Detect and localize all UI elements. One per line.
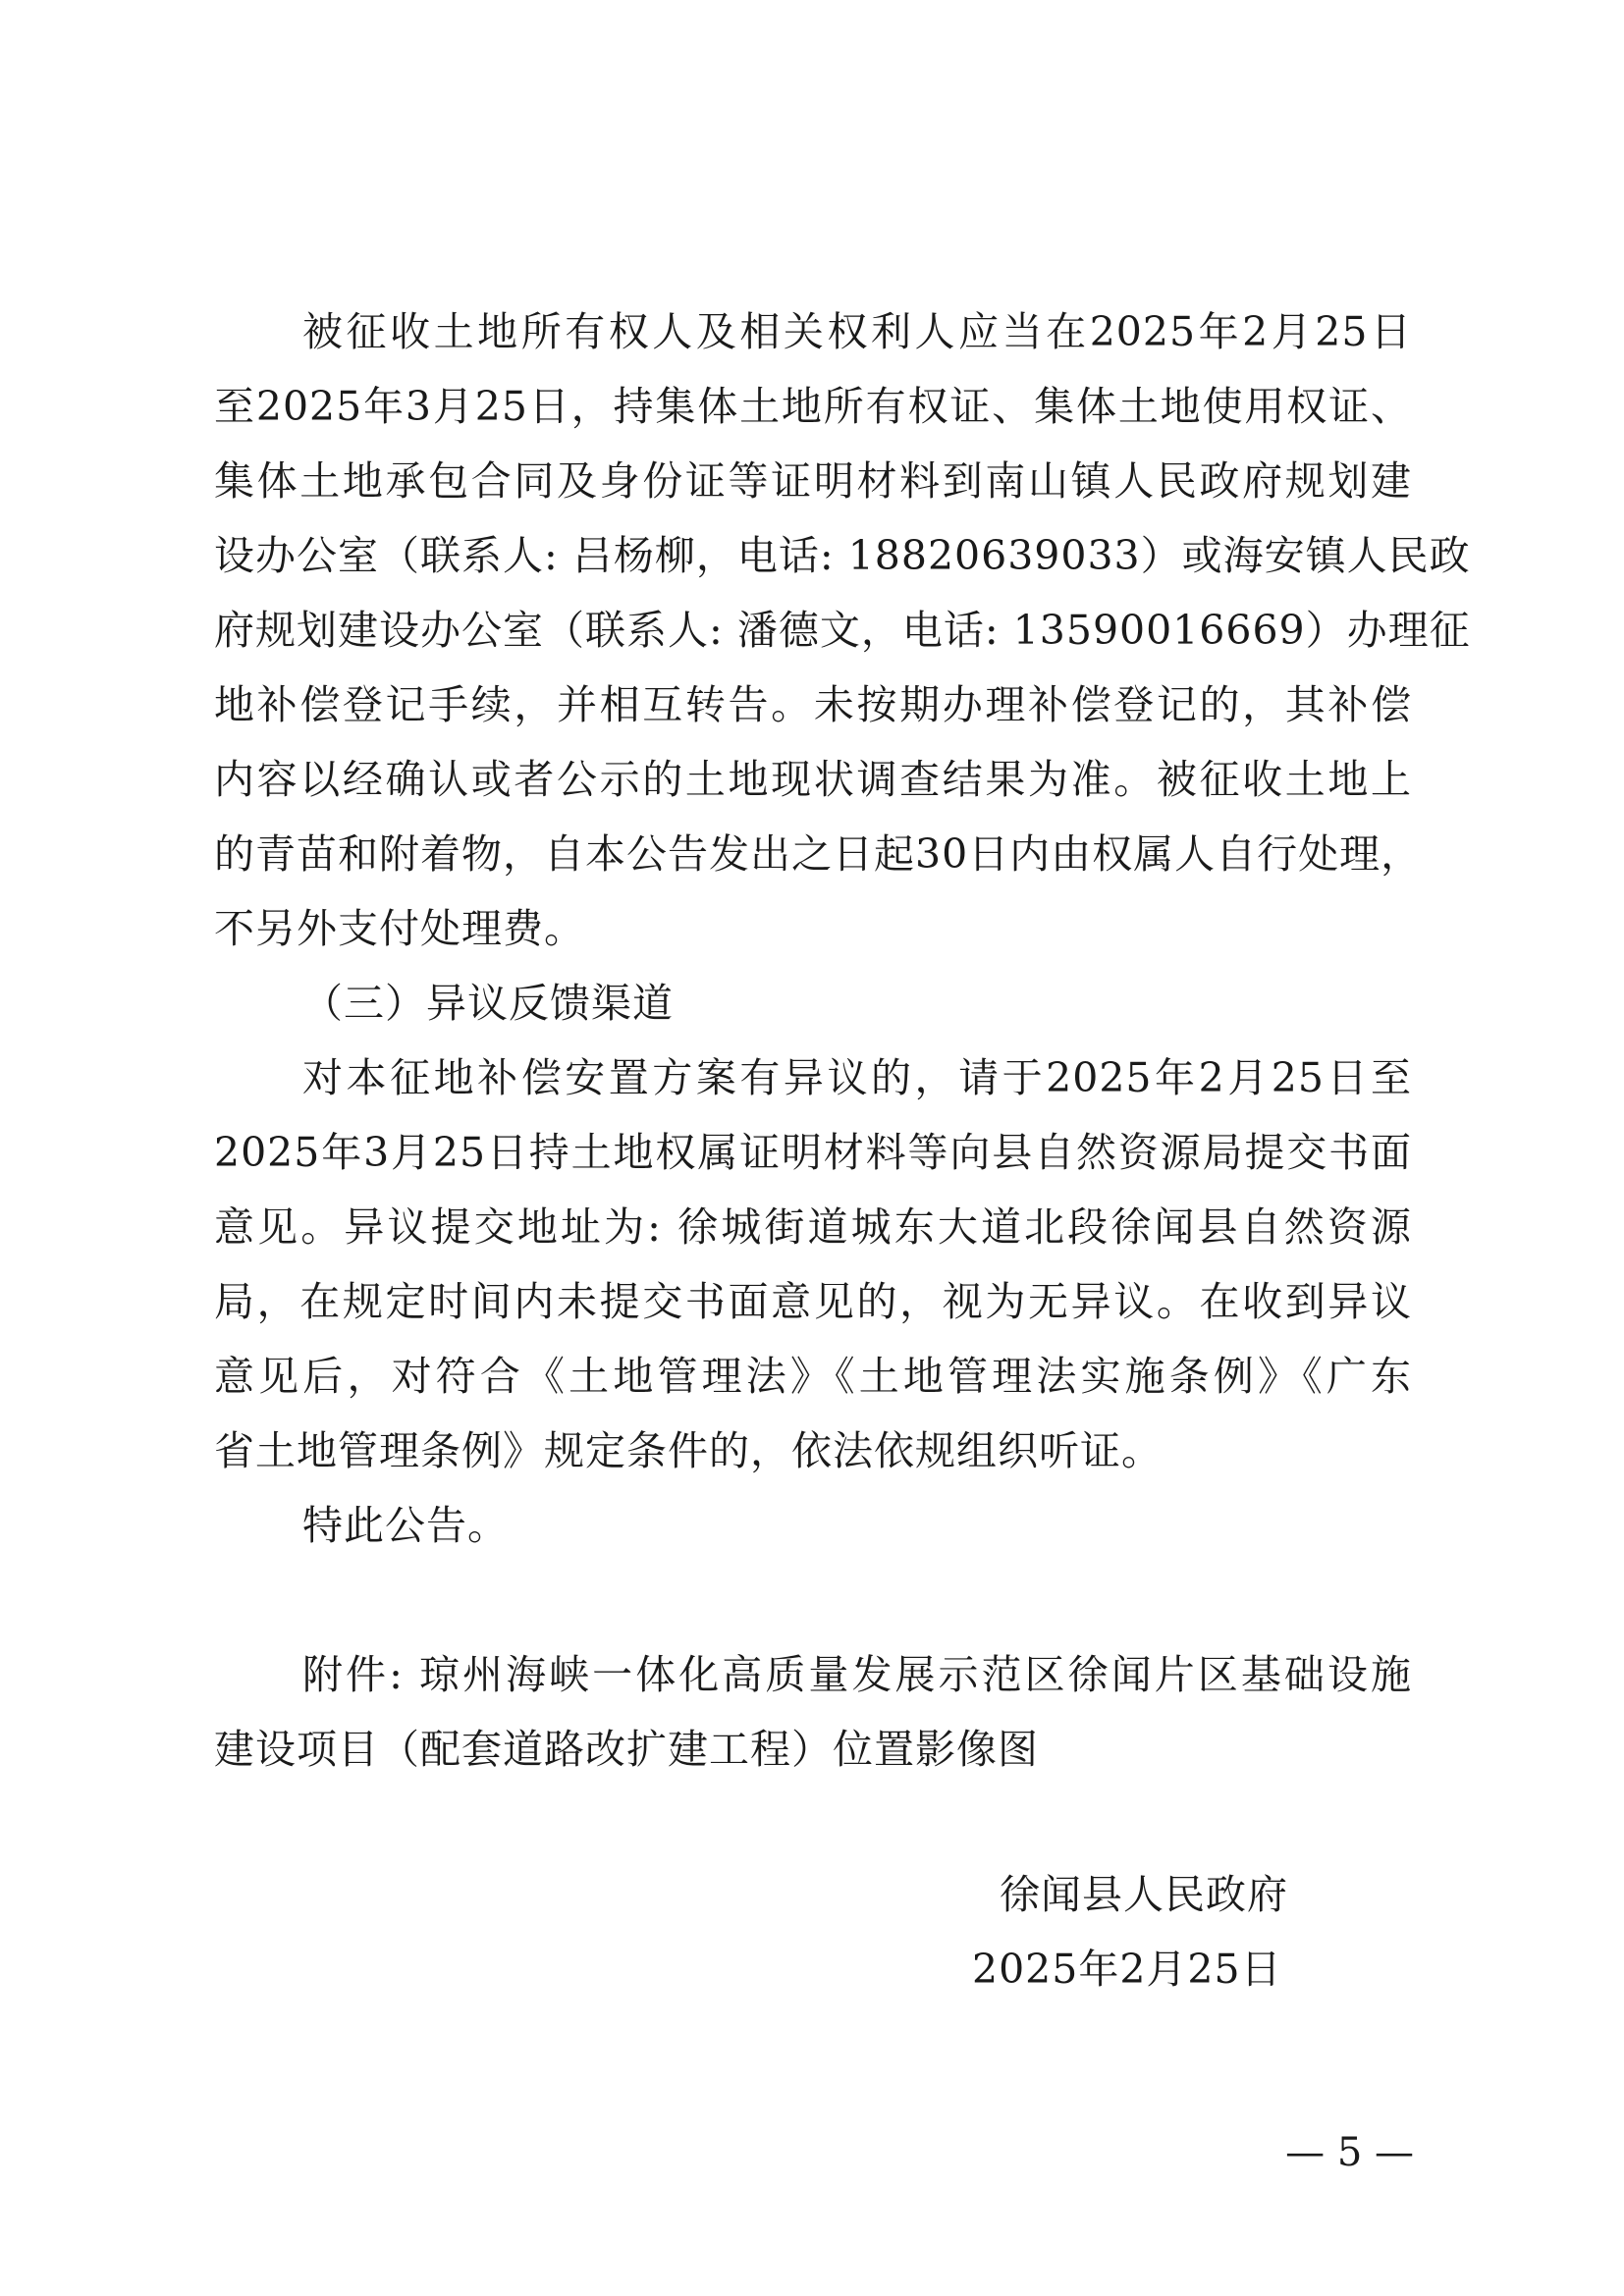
paragraph-1-line-5: 府规划建设办公室（联系人: 潘德文，电话: 13590016669）办理征 [214, 607, 1471, 654]
paragraph-1-line-7: 内容以经确认或者公示的土地现状调查结果为准。被征收土地上 [214, 756, 1412, 803]
paragraph-2-line-3: 意见。异议提交地址为: 徐城街道城东大道北段徐闻县自然资源 [214, 1203, 1412, 1251]
paragraph-1-line-8: 的青苗和附着物，自本公告发出之日起30日内由权属人自行处理， [214, 830, 1423, 878]
issuer-name: 徐闻县人民政府 [1000, 1871, 1288, 1918]
paragraph-1-line-4: 设办公室（联系人: 吕杨柳，电话: 18820639033）或海安镇人民政 [214, 532, 1471, 579]
paragraph-2-line-5: 意见后，对符合《土地管理法》《土地管理法实施条例》《广东 [214, 1353, 1412, 1400]
paragraph-2-line-6: 省土地管理条例》规定条件的，依法依规组织听证。 [214, 1427, 1163, 1474]
attachment-line-2: 建设项目（配套道路改扩建工程）位置影像图 [214, 1726, 1039, 1773]
closing-statement: 特此公告。 [302, 1502, 509, 1549]
paragraph-2-line-1: 对本征地补偿安置方案有异议的，请于2025年2月25日至 [302, 1054, 1412, 1101]
paragraph-1-line-6: 地补偿登记手续，并相互转告。未按期办理补偿登记的，其补偿 [214, 681, 1412, 728]
page-number: — 5 — [1285, 2130, 1414, 2175]
paragraph-1-line-9: 不另外支付处理费。 [214, 905, 585, 952]
paragraph-2-line-2: 2025年3月25日持土地权属证明材料等向县自然资源局提交书面 [214, 1129, 1412, 1176]
attachment-line-1: 附件: 琼州海峡一体化高质量发展示范区徐闻片区基础设施 [302, 1651, 1412, 1698]
issue-date: 2025年2月25日 [972, 1946, 1282, 1993]
paragraph-2-line-4: 局，在规定时间内未提交书面意见的，视为无异议。在收到异议 [214, 1278, 1412, 1325]
section-heading-feedback-channel: （三）异议反馈渠道 [302, 980, 674, 1027]
paragraph-1-line-2: 至2025年3月25日，持集体土地所有权证、集体土地使用权证、 [214, 383, 1412, 430]
paragraph-1-line-1: 被征收土地所有权人及相关权利人应当在2025年2月25日 [302, 308, 1412, 355]
paragraph-1-line-3: 集体土地承包合同及身份证等证明材料到南山镇人民政府规划建 [214, 457, 1412, 505]
